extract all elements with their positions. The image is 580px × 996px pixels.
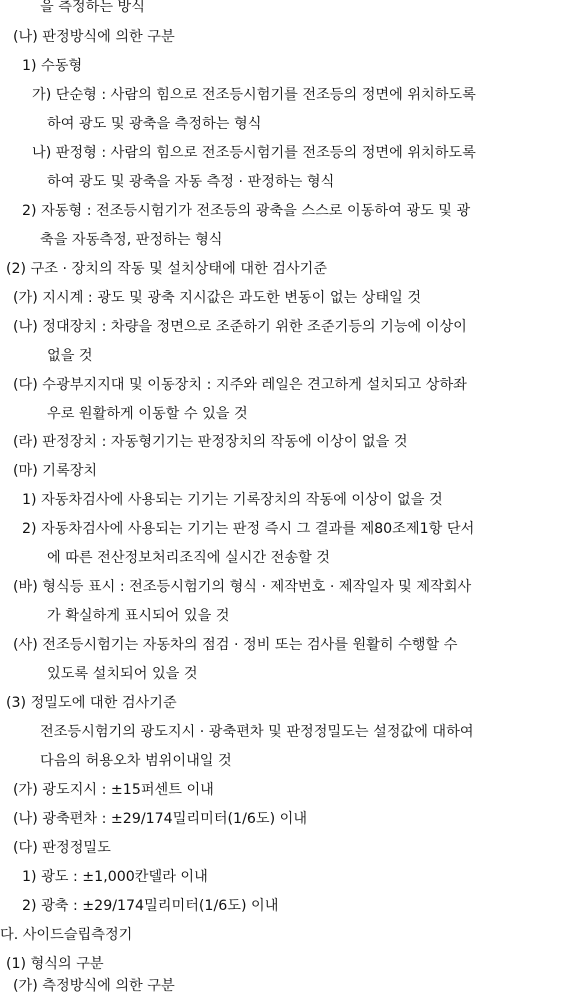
text-line: 에 따른 전산정보처리조직에 실시간 전송할 것 bbox=[47, 550, 330, 566]
text-line: 1) 수동형 bbox=[22, 58, 83, 74]
text-line: 가 확실하게 표시되어 있을 것 bbox=[47, 608, 230, 624]
text-line: (나) 광축편차 : ±29/174밀리미터(1/6도) 이내 bbox=[13, 811, 308, 827]
text-line: 있도록 설치되어 있을 것 bbox=[47, 666, 198, 682]
text-line: (바) 형식등 표시 : 전조등시험기의 형식 · 제작번호 · 제작일자 및 제작회사 bbox=[13, 579, 472, 595]
text-line: 을 측정하는 방식 bbox=[40, 0, 145, 15]
text-line: 없을 것 bbox=[47, 348, 93, 364]
text-line: 우로 원활하게 이동할 수 있을 것 bbox=[47, 406, 248, 422]
text-line: (나) 판정방식에 의한 구분 bbox=[13, 29, 175, 45]
text-line: 다. 사이드슬립측정기 bbox=[0, 927, 133, 943]
text-line: 다음의 허용오차 범위이내일 것 bbox=[40, 753, 232, 769]
text-line: (다) 수광부지지대 및 이동장치 : 지주와 레일은 견고하게 설치되고 상하좌 bbox=[13, 377, 467, 393]
text-line: (사) 전조등시험기는 자동차의 점검 · 정비 또는 검사를 원활히 수행할 수 bbox=[13, 637, 458, 653]
text-line: (마) 기록장치 bbox=[13, 463, 98, 479]
text-line: (1) 형식의 구분 bbox=[6, 956, 104, 972]
text-line: 2) 광축 : ±29/174밀리미터(1/6도) 이내 bbox=[22, 898, 279, 914]
text-line: (가) 지시계 : 광도 및 광축 지시값은 과도한 변동이 없는 상태일 것 bbox=[13, 290, 422, 306]
text-line: 나) 판정형 : 사람의 힘으로 전조등시험기를 전조등의 정면에 위치하도록 bbox=[32, 145, 476, 161]
text-line: (가) 측정방식에 의한 구분 bbox=[13, 978, 175, 994]
text-line: (라) 판정장치 : 자동형기기는 판정장치의 작동에 이상이 없을 것 bbox=[13, 434, 408, 450]
text-line: 축을 자동측정, 판정하는 형식 bbox=[40, 232, 223, 248]
text-line: (3) 정밀도에 대한 검사기준 bbox=[6, 695, 177, 711]
text-line: 가) 단순형 : 사람의 힘으로 전조등시험기를 전조등의 정면에 위치하도록 bbox=[32, 87, 476, 103]
text-line: 1) 광도 : ±1,000칸델라 이내 bbox=[22, 869, 208, 885]
text-line: 전조등시험기의 광도지시 · 광축편차 및 판정정밀도는 설정값에 대하여 bbox=[40, 724, 474, 740]
text-line: (다) 판정정밀도 bbox=[13, 840, 111, 856]
text-line: 하여 광도 및 광축을 자동 측정 · 판정하는 형식 bbox=[47, 174, 335, 190]
text-line: (나) 정대장치 : 차량을 정면으로 조준하기 위한 조준기등의 기능에 이상이 bbox=[13, 319, 467, 335]
text-line: (가) 광도지시 : ±15퍼센트 이내 bbox=[13, 782, 214, 798]
text-line: (2) 구조 · 장치의 작동 및 설치상태에 대한 검사기준 bbox=[6, 261, 328, 277]
text-line: 하여 광도 및 광축을 측정하는 형식 bbox=[47, 116, 262, 132]
text-line: 2) 자동차검사에 사용되는 기기는 판정 즉시 그 결과를 제80조제1항 단서 bbox=[22, 521, 475, 537]
text-line: 1) 자동차검사에 사용되는 기기는 기록장치의 작동에 이상이 없을 것 bbox=[22, 492, 443, 508]
text-line: 2) 자동형 : 전조등시험기가 전조등의 광축을 스스로 이동하여 광도 및 광 bbox=[22, 203, 471, 219]
